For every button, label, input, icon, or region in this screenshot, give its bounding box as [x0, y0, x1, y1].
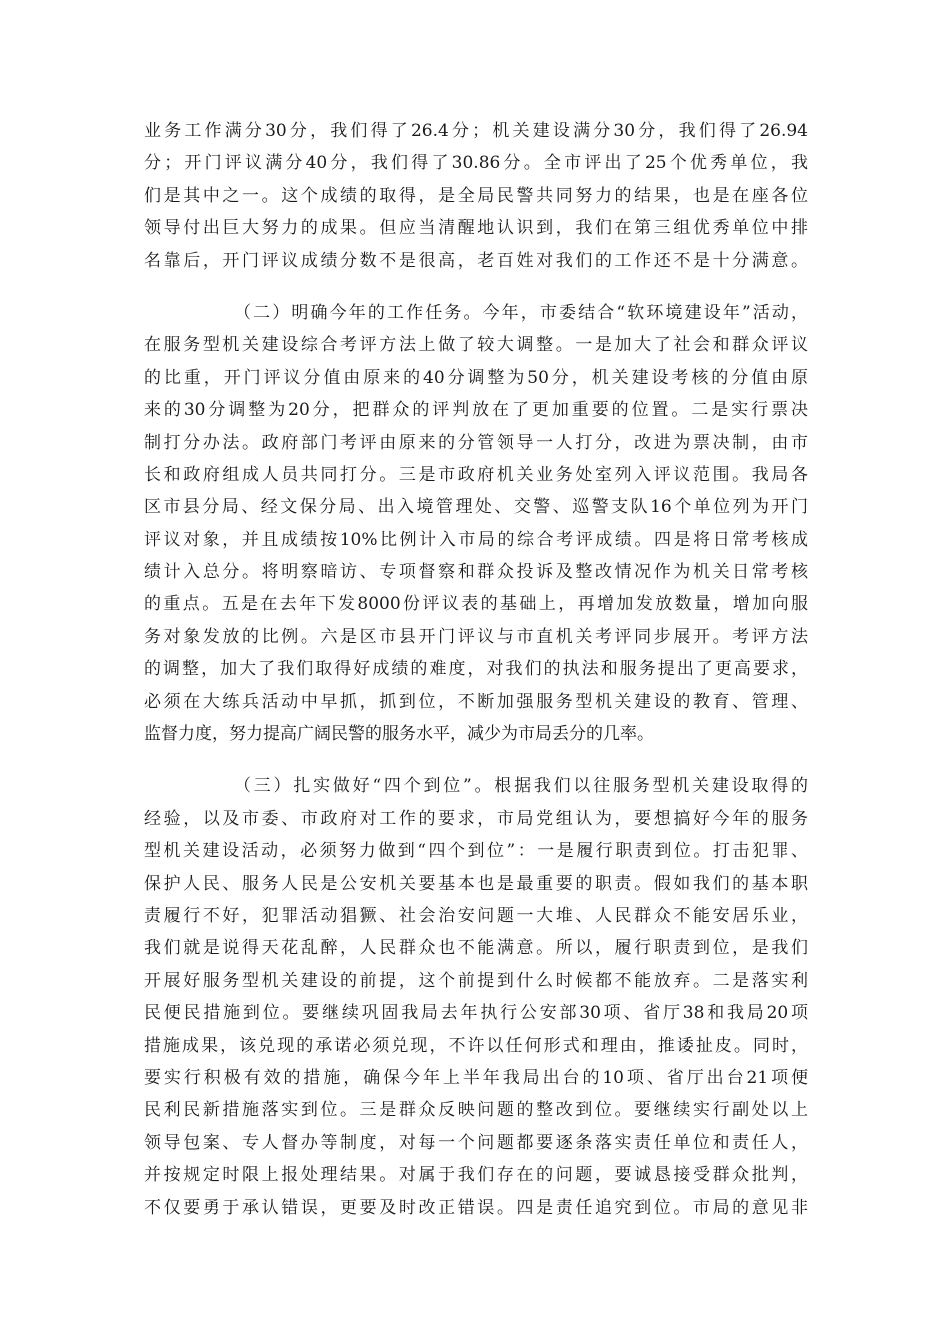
text-line: 型机关建设活动，必须努力做到“四个到位”：一是履行职责到位。打击犯罪、 — [144, 841, 808, 862]
text-line: 必须在大练兵活动中早抓，抓到位，不断加强服务型机关建设的教育、管理、 — [144, 691, 808, 712]
text-line: 们是其中之一。这个成绩的取得，是全局民警共同努力的结果，也是在座各位 — [144, 185, 808, 206]
text-line: 在服务型机关建设综合考评方法上做了较大调整。一是加大了社会和群众评议 — [144, 335, 808, 356]
text-line: 经验，以及市委、市政府对工作的要求，市局党组认为，要想搞好今年的服务 — [144, 808, 808, 829]
text-line: 责履行不好，犯罪活动猖獗、社会治安问题一大堆、人民群众不能安居乐业， — [144, 905, 808, 926]
paragraph-spacer — [144, 750, 808, 770]
text-line: 制打分办法。政府部门考评由原来的分管领导一人打分，改进为票决制，由市 — [144, 432, 808, 453]
paragraph-1 — [144, 115, 808, 277]
text-line: 开展好服务型机关建设的前提，这个前提到什么时候都不能放弃。二是落实利 — [144, 970, 808, 991]
document-body — [144, 115, 808, 1224]
text-line: 务对象发放的比例。六是区市县开门评议与市直机关考评同步展开。考评方法 — [144, 626, 808, 647]
text-line: 领导包案、专人督办等制度，对每一个问题都要逐条落实责任单位和责任人， — [144, 1132, 808, 1153]
paragraph-2 — [144, 297, 808, 750]
text-line: 业务工作满分30分，我们得了26.4分；机关建设满分30分，我们得了26.94 — [144, 121, 808, 141]
text-line: 的重点。五是在去年下发8000份评议表的基础上，再增加发放数量，增加向服 — [144, 594, 808, 615]
text-line: 并按规定时限上报处理结果。对属于我们存在的问题，要诚恳接受群众批判， — [144, 1165, 808, 1186]
text-line: 长和政府组成人员共同打分。三是市政府机关业务处室列入评议范围。我局各 — [144, 464, 808, 485]
text-line: 措施成果，该兑现的承诺必须兑现，不许以任何形式和理由，推诿扯皮。同时， — [144, 1035, 808, 1056]
paragraph-spacer — [144, 277, 808, 297]
text-line: 要实行积极有效的措施，确保今年上半年我局出台的10项、省厅出台21项便 — [144, 1067, 808, 1088]
text-line: （三）扎实做好“四个到位”。根据我们以往服务型机关建设取得的 — [234, 776, 808, 797]
text-line: 评议对象，并且成绩按10%比例计入市局的综合考评成绩。四是将日常考核成 — [144, 529, 808, 550]
text-line: （二）明确今年的工作任务。今年，市委结合“软环境建设年”活动， — [234, 302, 808, 323]
text-line: 领导付出巨大努力的成果。但应当清醒地认识到，我们在第三组优秀单位中排 — [144, 218, 808, 239]
text-line: 保护人民、服务人民是公安机关要基本也是最重要的职责。假如我们的基本职 — [144, 873, 808, 894]
text-line: 来的30分调整为20分，把群众的评判放在了更加重要的位置。二是实行票决 — [144, 400, 808, 421]
paragraph-3 — [144, 770, 808, 1223]
text-line: 民利民新措施落实到位。三是群众反映问题的整改到位。要继续实行副处以上 — [144, 1100, 808, 1121]
text-line: 区市县分局、经文保分局、出入境管理处、交警、巡警支队16个单位列为开门 — [144, 497, 808, 518]
text-line: 的调整，加大了我们取得好成绩的难度，对我们的执法和服务提出了更高要求， — [144, 659, 808, 680]
text-line: 民便民措施到位。要继续巩固我局去年执行公安部30项、省厅38和我局20项 — [144, 1003, 808, 1024]
text-line: 我们就是说得天花乱醉，人民群众也不能满意。所以，履行职责到位，是我们 — [144, 938, 808, 959]
text-line: 绩计入总分。将明察暗访、专项督察和群众投诉及整改情况作为机关日常考核 — [144, 562, 808, 583]
text-line: 分；开门评议满分40分，我们得了30.86分。全市评出了25个优秀单位，我 — [144, 153, 808, 174]
text-line: 监督力度，努力提高广阔民警的服务水平，减少为市局丢分的几率。 — [144, 724, 654, 745]
text-line: 的比重，开门评议分值由原来的40分调整为50分，机关建设考核的分值由原 — [144, 367, 808, 388]
text-line: 不仅要勇于承认错误，更要及时改正错误。四是责任追究到位。市局的意见非 — [144, 1197, 808, 1218]
text-line: 名靠后，开门评议成绩分数不是很高，老百姓对我们的工作还不是十分满意。 — [144, 250, 808, 271]
